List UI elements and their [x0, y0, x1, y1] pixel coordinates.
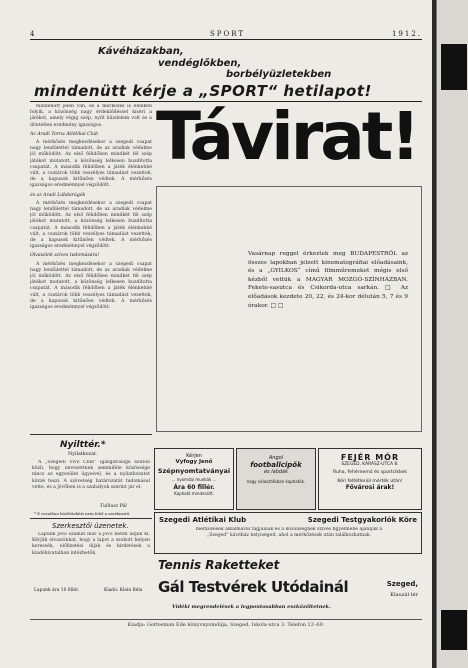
football-ad-line-4: nagy választékban kaphatók. [246, 479, 306, 484]
editorial-notes-body [32, 532, 150, 584]
printing-ad-line-6: Kapható mindenütt. [174, 491, 214, 496]
printing-ad-line-3: Szépnyomtatványai [157, 467, 231, 475]
nyiltter-note: * E rovatban közlöttekért nem felel a szerkesztő. [34, 511, 131, 516]
page-number: 4 [30, 30, 37, 38]
printing-ad-line-2: Vyfogy Jenő [175, 459, 213, 465]
printing-ad-line-1: Kérjen [186, 453, 202, 459]
article-subhead: és az Aradi Lábdarúgók [30, 192, 86, 198]
divider [30, 518, 152, 519]
printing-ad-line-4: ... nyomdai munkák ... [171, 477, 217, 482]
nyiltter-signature: Tulliusz Pál [100, 504, 127, 509]
fejer-address: SZEGED, KÁRÁSZ-UTCA 8. [341, 462, 399, 467]
ad-header-line-4: mindenütt kérje a „SPORT“ hetilapot! [34, 82, 372, 100]
article-subhead: Az Aradi Torna Atlétikai Club [30, 131, 99, 137]
tavirat-headline-box [156, 98, 422, 186]
paper-title: SPORT [210, 30, 246, 38]
article-paragraph: A mérkőzés megkezdésekor a szegedi csapat nagy lendülettel támadott, de az aradiak védelme jól működött. Az első félidőben mindkét fél szép játékot mutatott, a közönség lelkesen buzdította csapatát. A második félidőben a játék élénkebbé vált, a csatárok több veszélyes támadást vezettek, de a kapusok kitűnően védtek. A mérkőzés igazságos eredménnyel végződött. [30, 200, 152, 250]
athletic-ad-body: mérkőzések alkalmával tagjainak és a közönségnek szíves figyelmébe ajánljuk a „Szeged“ kávéház helyiségeit, ahol a mérkőzések után találkozhatnak. [195, 527, 383, 539]
tennis-advert [154, 556, 422, 616]
fejer-line-5: Fővárosi árak! [345, 484, 395, 491]
football-ad-line-2: footballcipők [250, 461, 302, 469]
ad-header-line-3: borbélyüzletekben [226, 69, 332, 80]
page-footer-imprint: Kiadja: Gottesman Ede könyvnyomdája, Szeged, Iskola-utca 3. Telefon 12–60. [30, 619, 422, 628]
tennis-note: Vidéki megrendelések a legpontosabban eszközöltetnek. [172, 604, 331, 610]
article-subhead: Olvasóink szíves tudomására! [30, 253, 100, 259]
adjacent-page-headline-block [441, 610, 467, 650]
ad-header-line-2: vendéglőkben, [158, 58, 242, 69]
fejer-line-4: Kéri feltétlenül mérték után! [337, 479, 403, 484]
gymnastics-club-name: Szegedi Testgyakorlók Köre [307, 516, 417, 524]
tennis-city: Szeged, [386, 580, 418, 588]
athletic-club-name: Szegedi Atlétikai Klub [159, 516, 247, 524]
tennis-title: Tennis Raketteket [158, 558, 280, 572]
page-year: 1912. [391, 30, 422, 38]
editorial-notes-text: Lapunk jövő számát már a jövő héten adjuk ki. Kérjük olvasóinkat, hogy a lapot a szokott helyen keressék, előfizetési díjak és hirdetések a kiadóhivatalban intézhetők. [32, 532, 150, 556]
nyiltter-title: Nyilttér.* [60, 440, 106, 450]
football-ad-line-1: Angol [268, 455, 284, 461]
tennis-firm: Gál Testvérek Utódainál [158, 578, 349, 596]
adjacent-page-edge [436, 0, 468, 668]
editorial-footer-right: Kiadó: Klein Béla [104, 588, 143, 593]
adjacent-page-headline-block [441, 44, 467, 90]
article-paragraph: mindenütt jelen van, és a mérkőzés is élénken folyik, a közönség nagy érdeklődéssel kíséri a játékot, amely végig szép, nyílt küzdelem volt és a döntetlen eredmény igazságos. [30, 104, 152, 128]
cinema-announcement-text: Vasárnap reggel érkeztek meg BUDAPESTRŐL az összes lapokban jelzett kinematográfiai előadásaink, és a „GYILKOS“ című filmműremeket mégis első kézből vettük a MAGYAR MOZGÓ-SZÍNHÁZBAN. Fekete-sasutca és Csikorda-utca sarkán. □ Az előadások kezdete 20, 22, és 24-kor délután 5, 7 és 9 órakor. □ □ [248, 251, 408, 309]
nyiltter-subtitle: Nyilatkozat. [68, 452, 98, 457]
fejer-name: FEJÉR MÓR [340, 453, 400, 462]
football-advert [236, 448, 316, 510]
divider [30, 434, 152, 435]
printing-advert [154, 448, 234, 510]
editorial-notes-title: Szerkesztői üzenetek. [52, 522, 129, 530]
ad-header-line-1: Kávéházakban, [98, 46, 184, 57]
left-article-column [30, 104, 152, 436]
nyiltter-text: A „Szegedi Vívó Club“ igazgatósága ezúton közli, hogy nevezettnek semmiféle közössége nincs az egyesület ügyeivel, és a nyilatkozatot közzé teszi. A szövetség határozatát tudomásul vette, és a jövőben is a szabályok szerint jár el. [32, 460, 150, 490]
editorial-footer-left: Lapunk ára 10 fillér. [34, 588, 80, 593]
nyiltter-body [32, 460, 150, 504]
sport-advert-header [30, 46, 422, 102]
football-ad-line-3: és labdák [263, 469, 289, 475]
fejer-mor-advert [318, 448, 422, 510]
running-head [30, 30, 422, 40]
tavirat-headline: Távirat! [156, 98, 418, 175]
article-paragraph: A mérkőzés megkezdésekor a szegedi csapat nagy lendülettel támadott, de az aradiak védelme jól működött. Az első félidőben mindkét fél szép játékot mutatott, a közönség lelkesen buzdította csapatát. A második félidőben a játék élénkebbé vált, a csatárok több veszélyes támadást vezettek, de a kapusok kitűnően védtek. A mérkőzés igazságos eredménnyel végződött. [30, 261, 152, 311]
printing-ad-line-5: Ára 60 fillér. [173, 484, 215, 491]
tennis-street: Klauzál tér [390, 592, 418, 598]
article-paragraph: A mérkőzés megkezdésekor a szegedi csapat nagy lendülettel támadott, de az aradiak védelme jól működött. Az első félidőben mindkét fél szép játékot mutatott, a közönség lelkesen buzdította csapatát. A második félidőben a játék élénkebbé vált, a csatárok több veszélyes támadást vezettek, de a kapusok kitűnően védtek. A mérkőzés igazságos eredménnyel végződött. [30, 140, 152, 189]
athletic-clubs-advert [154, 512, 422, 554]
fejer-line-3: Ruha, fehérnemű és sportcikkek [332, 470, 408, 475]
